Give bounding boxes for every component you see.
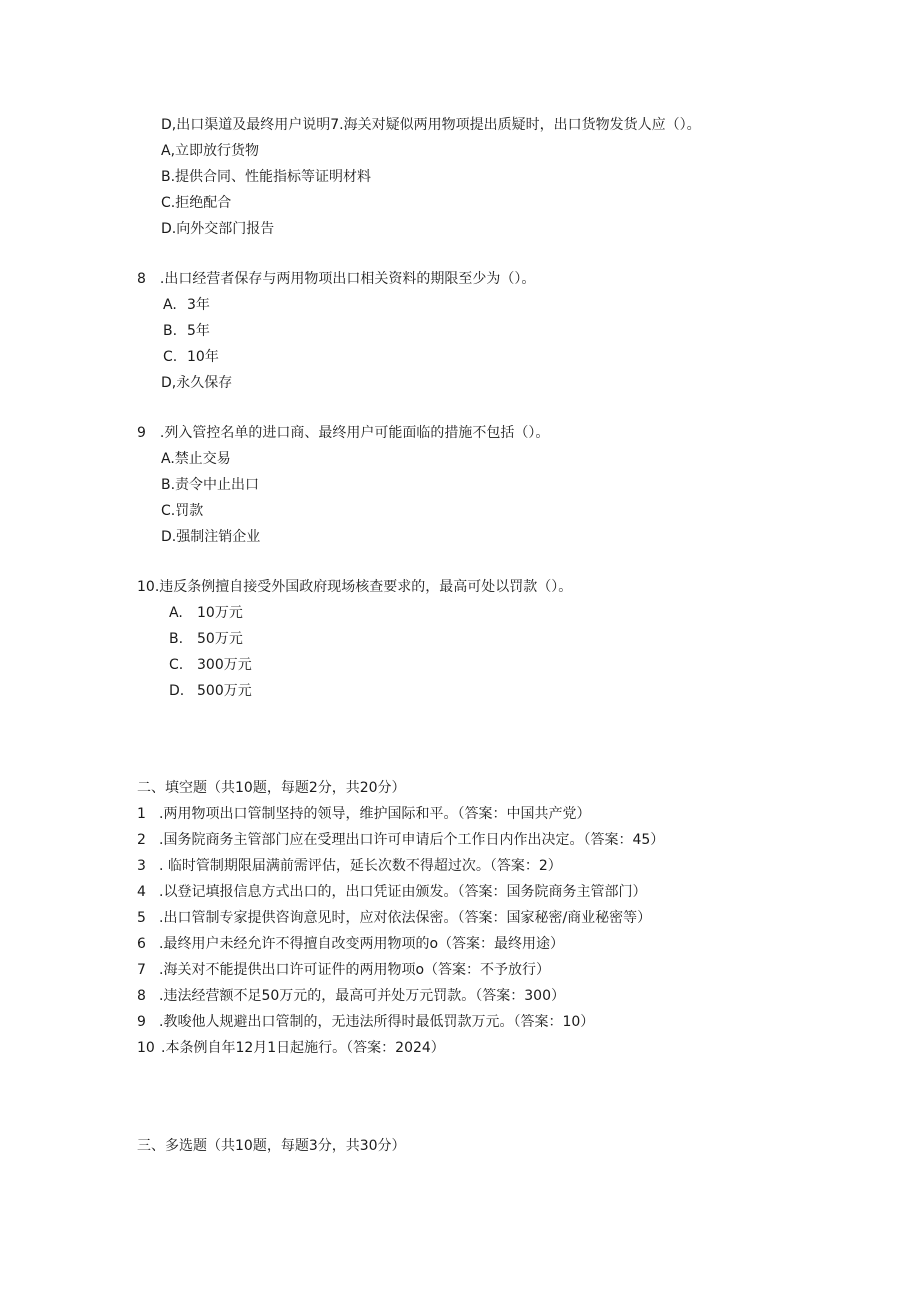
fill-item-5: 5 .出口管制专家提供咨询意见时，应对依法保密。（答案：国家秘密/商业秘密等） [137,910,652,926]
q7-option-d: D.向外交部门报告 [161,221,275,237]
fill-item-4: 4 .以登记填报信息方式出口的，出口凭证由颁发。（答案：国务院商务主管部门） [137,884,647,900]
q7-option-a: A,立即放行货物 [161,143,260,159]
q9-stem [137,423,549,443]
fill-item-7: 7 .海关对不能提供出口许可证件的两用物项o（答案：不予放行） [137,962,551,978]
section3-title: 三、多选题（共10题，每题3分，共30分） [137,1138,406,1154]
q10-option-a: A. 10万元 [169,605,243,621]
q9-option-c: C.罚款 [161,503,204,519]
q10-option-d: D. 500万元 [169,683,252,699]
q10-option-b: B. 50万元 [169,631,243,647]
q8-option-a: A. 3年 [163,297,210,313]
q8-text: .出口经营者保存与两用物项出口相关资料的期限至少为（）。 [159,271,536,287]
q10-option-c: C. 300万元 [169,657,252,673]
fill-item-3: 3 . 临时管制期限届满前需评估，延长次数不得超过次。（答案：2） [137,858,562,874]
q8-stem [137,269,535,289]
q8-option-d: D,永久保存 [161,375,233,391]
q8-option-b: B. 5年 [163,323,210,339]
q9-option-a: A.禁止交易 [161,451,231,467]
q7-option-c: C.拒绝配合 [161,195,232,211]
q9-option-b: B.责令中止出口 [161,477,260,493]
q9-option-d: D.强制注销企业 [161,529,261,545]
q10-stem: 10.违反条例擅自接受外国政府现场核查要求的，最高可处以罚款（）。 [137,579,573,595]
q9-number: 9 [137,425,146,441]
fill-item-9: 9 .教唆他人规避出口管制的，无违法所得时最低罚款万元。（答案：10） [137,1014,595,1030]
q7-stem: D,出口渠道及最终用户说明7.海关对疑似两用物项提出质疑时，出口货物发货人应（）。 [161,117,701,133]
fill-item-6: 6 .最终用户未经允许不得擅自改变两用物项的o（答案：最终用途） [137,936,565,952]
fill-item-10: 10 .本条例自年12月1日起施行。（答案：2024） [137,1040,445,1056]
q8-number: 8 [137,271,146,287]
q7-option-b: B.提供合同、性能指标等证明材料 [161,169,372,185]
section2-title: 二、填空题（共10题，每题2分，共20分） [137,780,406,796]
q9-text: .列入管控名单的进口商、最终用户可能面临的措施不包括（）。 [159,425,550,441]
fill-item-2: 2 .国务院商务主管部门应在受理出口许可申请后个工作日内作出决定。（答案：45） [137,832,665,848]
fill-item-8: 8 .违法经营额不足50万元的，最高可并处万元罚款。（答案：300） [137,988,565,1004]
q8-option-c: C. 10年 [163,349,219,365]
fill-item-1: 1 .两用物项出口管制坚持的领导，维护国际和平。（答案：中国共产党） [137,806,591,822]
